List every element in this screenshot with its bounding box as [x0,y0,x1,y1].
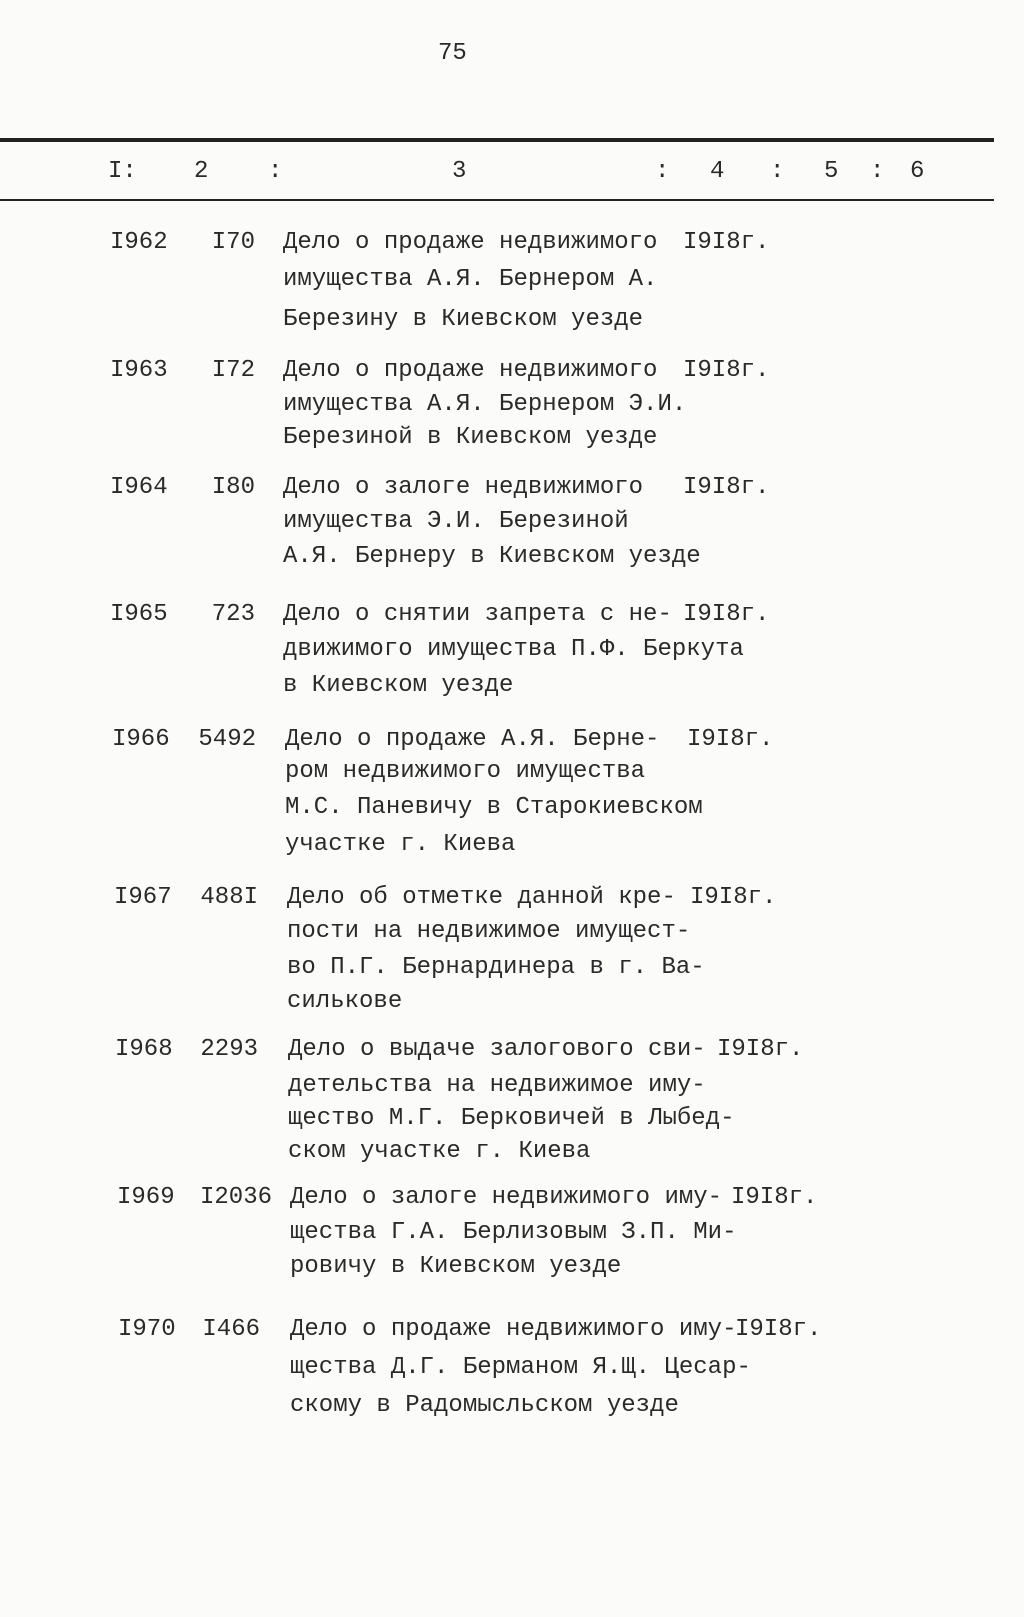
reference-number: 723 [211,601,255,628]
entry-number: I967 [114,884,172,911]
entry-date: I9I8г. [735,1316,822,1343]
reference-number: 5492 [198,726,256,753]
description-line: имущества Э.И. Березиной [283,508,629,535]
description-line: Дело о залоге недвижимого [283,474,644,501]
column-header-2: : [268,158,283,185]
description-line: ровичу в Киевском уезде [290,1253,622,1280]
column-header-0: I: [108,158,137,185]
entry-number: I966 [112,726,170,753]
description-line: имущества А.Я. Бернером Э.И. [283,391,687,418]
column-header-7: 5 [824,158,839,185]
description-line: щества Д.Г. Берманом Я.Щ. Цесар- [290,1354,751,1381]
reference-number: I2036 [199,1184,272,1211]
reference-number: I466 [202,1316,260,1343]
description-line: Дело о продаже недвижимого [283,229,658,256]
description-line: Березиной в Киевском уезде [283,424,658,451]
description-line: Дело об отметке данной кре- [287,884,676,911]
column-header-9: 6 [910,158,925,185]
description-line: детельства на недвижимое иму- [288,1072,706,1099]
description-line: скому в Радомысльском уезде [290,1392,679,1419]
header-rule [0,199,994,201]
entry-date: I9I8г. [683,357,770,384]
entry-number: I962 [110,229,168,256]
reference-number: I80 [211,474,255,501]
description-line: Дело о продаже А.Я. Берне- [285,726,660,753]
entry-date: I9I8г. [717,1036,804,1063]
reference-number: 488I [200,884,258,911]
description-line: пости на недвижимое имущест- [287,918,691,945]
description-line: во П.Г. Бернардинера в г. Ва- [287,954,705,981]
description-line: Дело о выдаче залогового сви- [288,1036,706,1063]
description-line: ром недвижимого имущества [285,758,646,785]
entry-date: I9I8г. [683,474,770,501]
description-line: силькове [287,988,403,1015]
description-line: А.Я. Бернеру в Киевском уезде [283,543,701,570]
entry-number: I970 [118,1316,176,1343]
page-number: 75 [438,40,467,67]
description-line: Дело о снятии запрета с не- [283,601,672,628]
entry-date: I9I8г. [690,884,777,911]
column-header-8: : [870,158,885,185]
entry-date: I9I8г. [683,229,770,256]
column-header-3: 3 [452,158,467,185]
column-header-1: 2 [194,158,209,185]
description-line: щество М.Г. Берковичей в Лыбед- [288,1105,735,1132]
description-line: Дело о залоге недвижимого иму- [290,1184,723,1211]
entry-date: I9I8г. [731,1184,818,1211]
entry-date: I9I8г. [683,601,770,628]
description-line: в Киевском уезде [283,672,514,699]
description-line: движимого имущества П.Ф. Беркута [283,636,744,663]
reference-number: I72 [211,357,255,384]
entry-date: I9I8г. [687,726,774,753]
entry-number: I964 [110,474,168,501]
column-header-6: : [770,158,785,185]
description-line: ском участке г. Киева [288,1138,591,1165]
entry-number: I965 [110,601,168,628]
column-header-4: : [655,158,670,185]
description-line: Дело о продаже недвижимого [283,357,658,384]
description-line: участке г. Киева [285,831,516,858]
description-line: Дело о продаже недвижимого иму- [290,1316,737,1343]
description-line: Березину в Киевском уезде [283,306,644,333]
description-line: имущества А.Я. Бернером А. [283,266,658,293]
reference-number: 2293 [200,1036,258,1063]
reference-number: I70 [211,229,255,256]
description-line: щества Г.А. Берлизовым З.П. Ми- [290,1219,737,1246]
entry-number: I968 [115,1036,173,1063]
column-header-5: 4 [710,158,725,185]
entry-number: I963 [110,357,168,384]
description-line: М.С. Паневичу в Старокиевском [285,794,703,821]
entry-number: I969 [117,1184,175,1211]
top-rule [0,138,994,142]
